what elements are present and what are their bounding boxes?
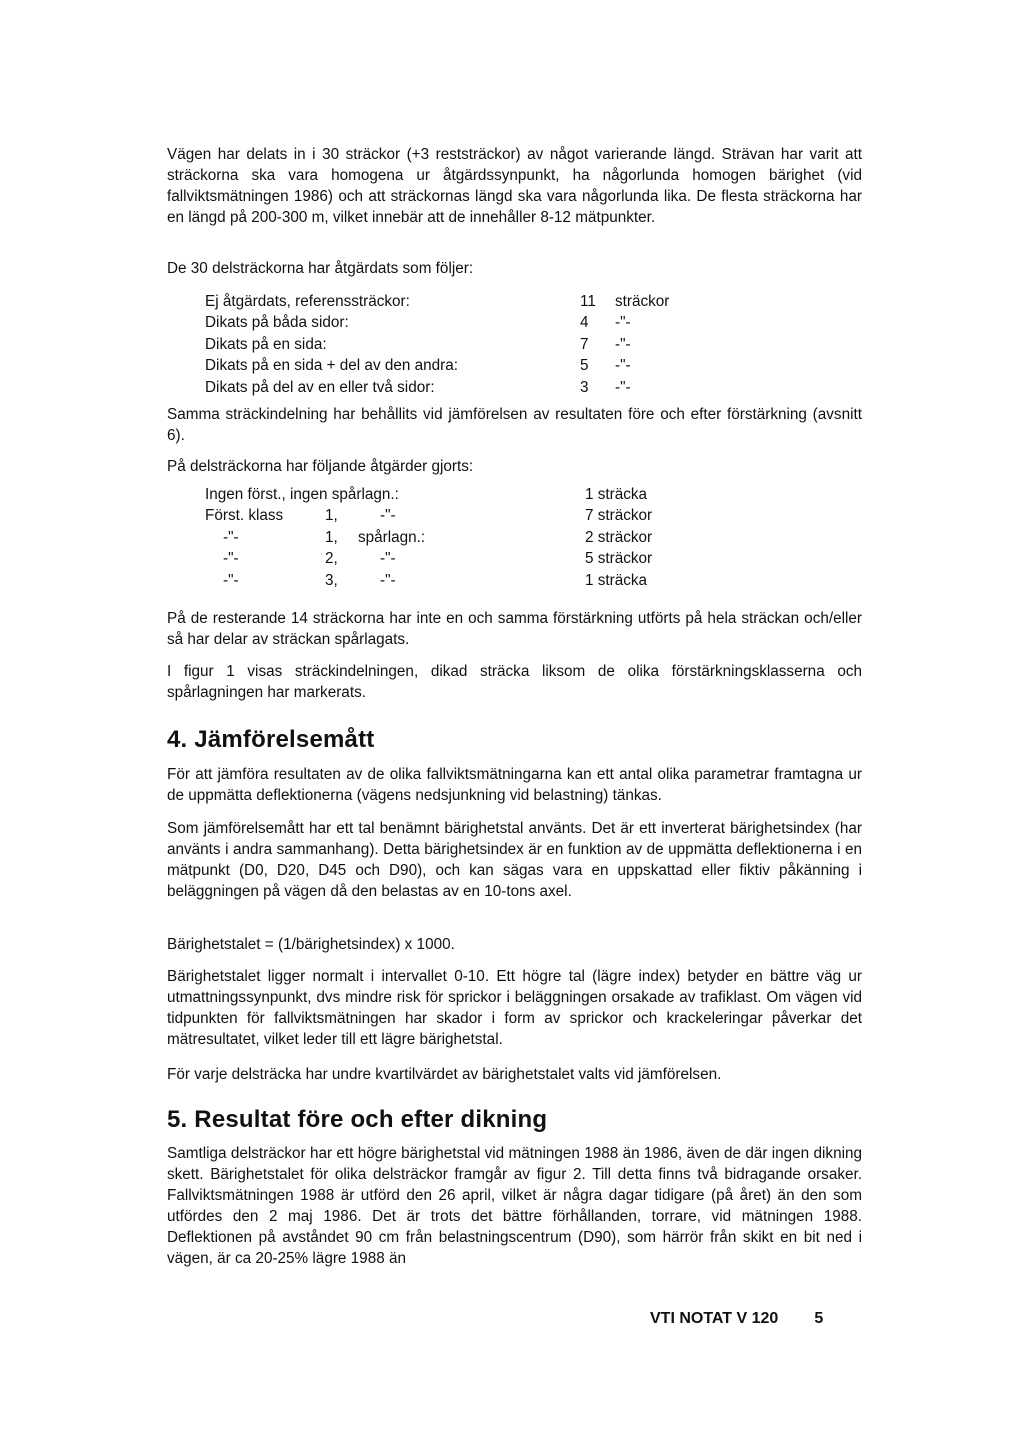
list-item-unit: -"- [615, 335, 631, 353]
list-item-count: 5 sträckor [585, 550, 653, 568]
list-item-class: Ingen först., ingen spårlagn.: [205, 486, 399, 503]
page-footer [650, 1310, 823, 1328]
list-item-unit: sträckor [615, 293, 670, 310]
list-item-rutting: -"- [380, 507, 396, 525]
paragraph-bearing-number: Som jämförelsemått har ett tal benämnt bärighetstal använts. Det är ett inverterat bärighetsindex (har använts i andra sammanhang). Detta bärighetsindex är en funktion av de uppmätta deflektionerna i en mätpunkt (D0, D20, D45 och D90), och kan sägas vara en uppskattad eller fiktiv påkänning i beläggningen på vägen då den belastas av en 10-tons axel. [167, 820, 862, 900]
list-item-unit: -"- [615, 314, 631, 332]
list-item-rutting: -"- [380, 550, 396, 568]
paragraph-results: Samtliga delsträckor har ett högre bärighetstal vid mätningen 1988 än 1986, även de där ingen dikning skett. Bärighetstalet för olika delsträckor framgår av figur 2. Till detta finns två bidragande orsaker. Fallviktsmätningen 1988 är utförd den 26 april, vilket är några dagar tidigare (på året) än den som utfördes den 2 maj 1986. Det är trots det bättre förhållanden, torrare, vid mätningen 1988. Deflektionen på avståndet 90 cm från belastningscentrum (D90), som härrör från skikt en bit ned i vägen, är ca 20-25% lägre 1988 än [167, 1145, 862, 1267]
list-item-level: 2, [325, 550, 338, 568]
paragraph-section-division: Vägen har delats in i 30 sträckor (+3 reststräckor) av något varierande längd. Strävan har varit att sträckorna ska vara homogena ur åtgärdssynpunkt, ha någorlunda homogen bärighet (vid fallviktsmätningen 1986) och att sträckornas längd ska vara någorlunda lika. De flesta sträckorna har en längd på 200-300 m, vilket innebär att de innehåller 8-12 mätpunkter. [167, 146, 862, 226]
list-item-level: 1, [325, 507, 338, 525]
list-item-unit: -"- [615, 357, 631, 375]
paragraph-comparison-intro: För att jämföra resultaten av de olika fallviktsmätningarna kan ett antal olika parametrar framtagna ur de uppmätta deflektionerna (vägens nedsjunkning vid belastning) tänkas. [167, 766, 862, 804]
list-item-rutting: spårlagn.: [358, 528, 426, 546]
list-item-level: 3, [325, 571, 338, 589]
list-item-class: Först. klass [205, 507, 284, 525]
footer-label: VTI NOTAT V 120 [650, 1310, 779, 1327]
list-item-label: Ej åtgärdats, referenssträckor: [205, 293, 410, 310]
list-item-rutting: -"- [380, 571, 396, 589]
list-item-label: Dikats på en sida: [205, 335, 327, 353]
paragraph-formula: Bärighetstalet = (1/bärighetsindex) x 1000. [167, 936, 455, 953]
list-item-label: Dikats på en sida + del av den andra: [205, 357, 458, 375]
list-item-label: Dikats på båda sidor: [205, 314, 349, 332]
page-number: 5 [814, 1310, 824, 1327]
paragraph-measures-intro: De 30 delsträckorna har åtgärdats som följer: [167, 260, 474, 277]
section-heading-4: 4. Jämförelsemått [167, 726, 375, 753]
list-item-count: 1 sträcka [585, 486, 648, 503]
paragraph-same-division: Samma sträckindelning har behållits vid jämförelsen av resultaten före och efter förstärkning (avsnitt 6). [167, 406, 862, 444]
list-item-count: 4 [580, 314, 589, 332]
list-item-class: -"- [223, 550, 239, 568]
list-item-count: 1 sträcka [585, 571, 648, 589]
list-item-unit: -"- [615, 378, 631, 396]
list-item-class: -"- [223, 528, 239, 546]
list-item-count: 7 sträckor [585, 507, 653, 525]
list-item-count: 7 [580, 335, 589, 353]
list-item-label: Dikats på del av en eller två sidor: [205, 378, 435, 396]
paragraph-actions-intro: På delsträckorna har följande åtgärder gjorts: [167, 458, 474, 475]
list-item-count: 2 sträckor [585, 528, 653, 546]
list-item-count: 3 [580, 378, 589, 396]
list-item-count: 11 [580, 293, 596, 310]
section-heading-5: 5. Resultat före och efter dikning [167, 1106, 548, 1133]
list-item-class: -"- [223, 571, 239, 589]
list-item-level: 1, [325, 528, 338, 546]
list-item-count: 5 [580, 357, 589, 375]
paragraph-figure-reference: I figur 1 visas sträckindelningen, dikad sträcka liksom de olika förstärkningsklasserna och spårlagningen har markerats. [167, 663, 862, 701]
paragraph-interval: Bärighetstalet ligger normalt i intervallet 0-10. Ett högre tal (lägre index) betyder en bättre väg ur utmattningssynpunkt, dvs mindre risk för sprickor i beläggningen orsakade av trafiklast. Om vägen vid tidpunkten för fallviktsmätningen har skador i form av sprickor och krackeleringar påverkar det mätresultatet, vilket leder till ett lägre bärighetstal. [167, 968, 862, 1048]
paragraph-remaining-sections: På de resterande 14 sträckorna har inte en och samma förstärkning utförts på hela sträckan och/eller så har delar av sträckan spårlagats. [167, 610, 862, 648]
paragraph-quartile: För varje delsträcka har undre kvartilvärdet av bärighetstalet valts vid jämförelsen. [167, 1066, 722, 1083]
